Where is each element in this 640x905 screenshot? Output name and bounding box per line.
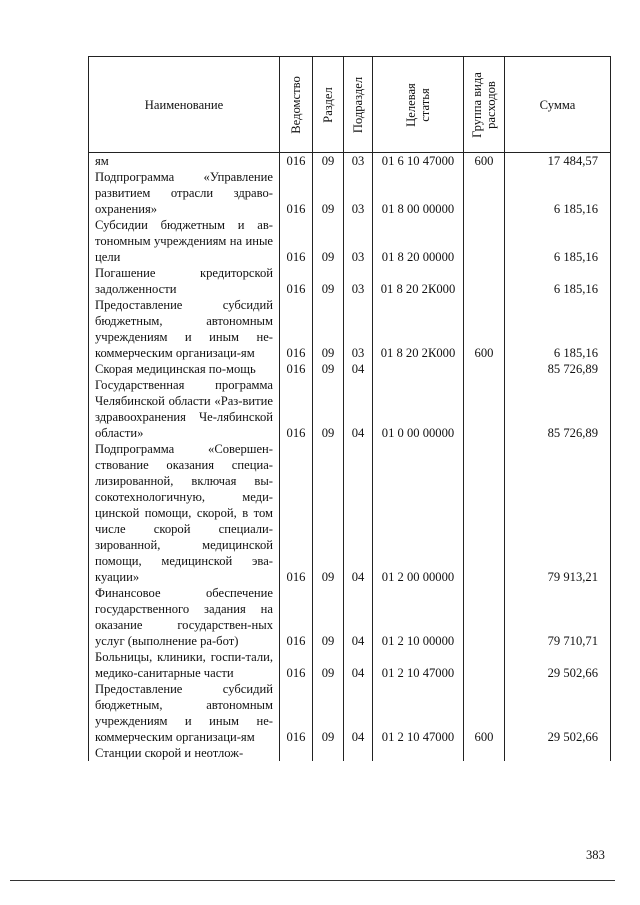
cell-vedomstvo: 016 xyxy=(280,265,313,297)
bottom-rule xyxy=(10,880,615,881)
cell-vedomstvo xyxy=(280,745,313,761)
cell-vedomstvo: 016 xyxy=(280,153,313,170)
cell-podrazdel: 03 xyxy=(344,297,373,361)
cell-gruppa: 600 xyxy=(464,297,505,361)
cell-summa: 29 502,66 xyxy=(505,681,611,745)
table-header-row xyxy=(89,57,611,153)
cell-celevaya-statya: 01 0 00 00000 xyxy=(373,377,464,441)
cell-podrazdel xyxy=(344,745,373,761)
cell-name: Погашение кредиторской задолженности xyxy=(89,265,280,297)
cell-razdel: 09 xyxy=(313,153,344,170)
cell-celevaya-statya: 01 6 10 47000 xyxy=(373,153,464,170)
cell-vedomstvo: 016 xyxy=(280,377,313,441)
cell-vedomstvo: 016 xyxy=(280,681,313,745)
cell-razdel: 09 xyxy=(313,265,344,297)
table-row xyxy=(89,377,611,441)
cell-gruppa xyxy=(464,361,505,377)
cell-summa: 6 185,16 xyxy=(505,297,611,361)
cell-summa xyxy=(505,745,611,761)
cell-name: ям xyxy=(89,153,280,170)
table-row xyxy=(89,217,611,265)
page-number: 383 xyxy=(586,848,605,862)
cell-summa: 29 502,66 xyxy=(505,649,611,681)
cell-razdel: 09 xyxy=(313,585,344,649)
cell-name: Станции скорой и неотлож- xyxy=(89,745,280,761)
cell-vedomstvo: 016 xyxy=(280,585,313,649)
cell-gruppa xyxy=(464,265,505,297)
table-row xyxy=(89,441,611,585)
cell-celevaya-statya: 01 2 00 00000 xyxy=(373,441,464,585)
cell-summa: 79 710,71 xyxy=(505,585,611,649)
cell-gruppa xyxy=(464,217,505,265)
header-podrazdel: Подраздел xyxy=(344,57,373,153)
cell-gruppa xyxy=(464,745,505,761)
cell-name: Предоставление субсидий бюджетным, автономным учреждениям и иным не-коммерческим организаци-ям xyxy=(89,681,280,745)
cell-celevaya-statya xyxy=(373,361,464,377)
cell-gruppa xyxy=(464,441,505,585)
cell-name: Скорая медицинская по-мощь xyxy=(89,361,280,377)
table-row xyxy=(89,265,611,297)
cell-podrazdel: 03 xyxy=(344,169,373,217)
table-row xyxy=(89,153,611,170)
cell-podrazdel: 04 xyxy=(344,585,373,649)
cell-name: Больницы, клиники, госпи-тали, медико-санитарные части xyxy=(89,649,280,681)
header-name: Наименование xyxy=(89,57,280,153)
cell-celevaya-statya: 01 8 20 00000 xyxy=(373,217,464,265)
cell-celevaya-statya: 01 2 10 47000 xyxy=(373,649,464,681)
cell-vedomstvo: 016 xyxy=(280,441,313,585)
cell-name: Государственная программа Челябинской области «Раз-витие здравоохранения Че-лябинской области» xyxy=(89,377,280,441)
cell-razdel: 09 xyxy=(313,297,344,361)
cell-name: Подпрограмма «Управление развитием отрасли здраво-охранения» xyxy=(89,169,280,217)
header-celevaya-statya: Целевая статья xyxy=(373,57,464,153)
cell-podrazdel: 04 xyxy=(344,361,373,377)
cell-razdel: 09 xyxy=(313,441,344,585)
cell-vedomstvo: 016 xyxy=(280,361,313,377)
cell-razdel: 09 xyxy=(313,377,344,441)
cell-razdel: 09 xyxy=(313,681,344,745)
cell-gruppa: 600 xyxy=(464,681,505,745)
cell-razdel: 09 xyxy=(313,361,344,377)
cell-vedomstvo: 016 xyxy=(280,169,313,217)
cell-razdel: 09 xyxy=(313,169,344,217)
cell-summa: 6 185,16 xyxy=(505,265,611,297)
cell-name: Подпрограмма «Совершен-ствование оказания специа-лизированной, включая вы-сокотехнологичную, меди-цинской помощи, скорой, в том числе скорой специали-зированной, медицинской помощи, медицинской эва-куации» xyxy=(89,441,280,585)
header-summa: Сумма xyxy=(505,57,611,153)
cell-celevaya-statya: 01 8 20 2К000 xyxy=(373,265,464,297)
table-row xyxy=(89,681,611,745)
cell-podrazdel: 03 xyxy=(344,265,373,297)
header-vedomstvo: Ведомство xyxy=(280,57,313,153)
cell-podrazdel: 03 xyxy=(344,217,373,265)
header-razdel: Раздел xyxy=(313,57,344,153)
cell-razdel xyxy=(313,745,344,761)
cell-summa: 85 726,89 xyxy=(505,377,611,441)
table-row xyxy=(89,745,611,761)
cell-vedomstvo: 016 xyxy=(280,649,313,681)
cell-summa: 6 185,16 xyxy=(505,169,611,217)
cell-vedomstvo: 016 xyxy=(280,217,313,265)
cell-gruppa xyxy=(464,585,505,649)
cell-razdel: 09 xyxy=(313,649,344,681)
cell-vedomstvo: 016 xyxy=(280,297,313,361)
cell-celevaya-statya xyxy=(373,745,464,761)
cell-razdel: 09 xyxy=(313,217,344,265)
cell-podrazdel: 04 xyxy=(344,377,373,441)
cell-podrazdel: 04 xyxy=(344,441,373,585)
cell-celevaya-statya: 01 8 20 2К000 xyxy=(373,297,464,361)
cell-summa: 79 913,21 xyxy=(505,441,611,585)
cell-name: Предоставление субсидий бюджетным, автономным учреждениям и иным не-коммерческим организаци-ям xyxy=(89,297,280,361)
cell-celevaya-statya: 01 2 10 00000 xyxy=(373,585,464,649)
table-row xyxy=(89,297,611,361)
cell-name: Финансовое обеспечение государственного задания на оказание государствен-ных услуг (выполнение ра-бот) xyxy=(89,585,280,649)
budget-table xyxy=(88,56,611,761)
cell-name: Субсидии бюджетным и ав-тономным учреждениям на иные цели xyxy=(89,217,280,265)
cell-gruppa xyxy=(464,649,505,681)
cell-celevaya-statya: 01 8 00 00000 xyxy=(373,169,464,217)
header-gruppa-vida-rashodov: Группа вида расходов xyxy=(464,57,505,153)
cell-gruppa: 600 xyxy=(464,153,505,170)
cell-podrazdel: 04 xyxy=(344,649,373,681)
cell-summa: 85 726,89 xyxy=(505,361,611,377)
table-row xyxy=(89,169,611,217)
table-row xyxy=(89,585,611,649)
cell-summa: 6 185,16 xyxy=(505,217,611,265)
cell-gruppa xyxy=(464,377,505,441)
cell-podrazdel: 04 xyxy=(344,681,373,745)
cell-summa: 17 484,57 xyxy=(505,153,611,170)
table-row xyxy=(89,649,611,681)
cell-podrazdel: 03 xyxy=(344,153,373,170)
table-row xyxy=(89,361,611,377)
cell-gruppa xyxy=(464,169,505,217)
cell-celevaya-statya: 01 2 10 47000 xyxy=(373,681,464,745)
